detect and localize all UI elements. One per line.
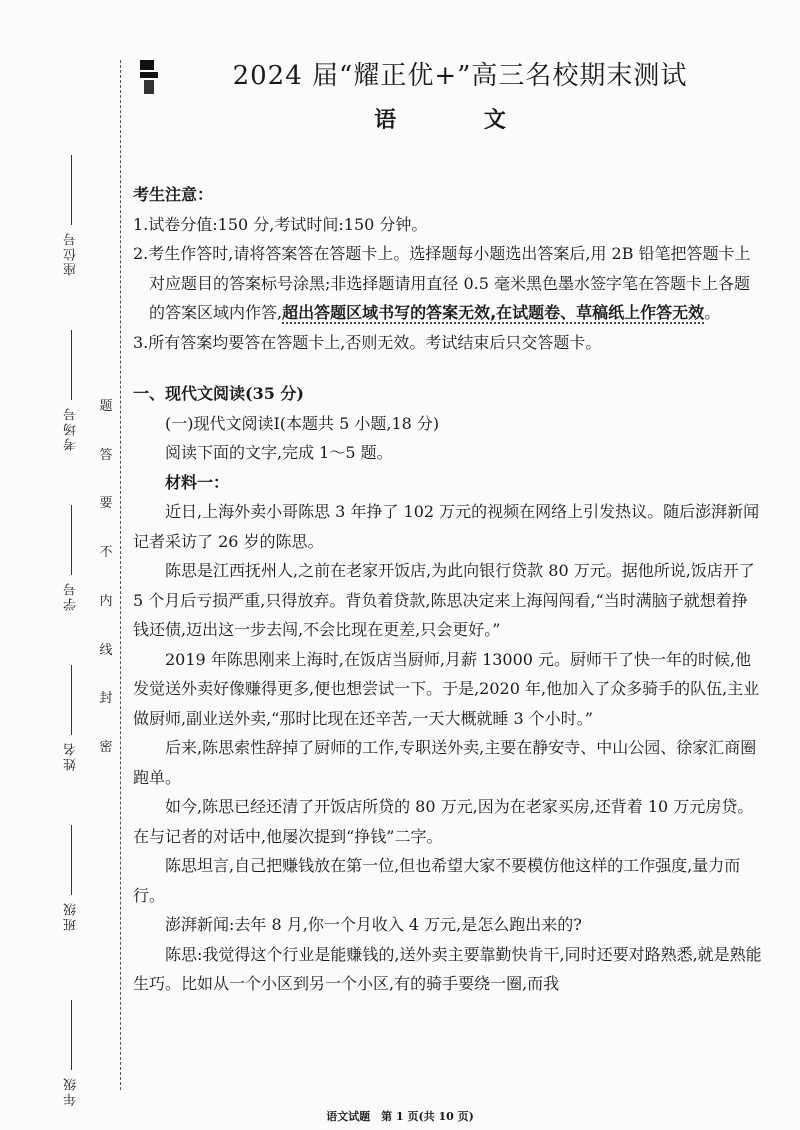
grade-label: 年级 <box>64 1076 79 1106</box>
notice-item-1: 1.试卷分值:150 分,考试时间:150 分钟。 <box>133 214 428 234</box>
notice-item-2-text: 2.考生作答时,请将答案答在答题卡上。选择题每小题选出答案后,用 2B 铅笔把答题卡上对应题目的答案标号涂黑;非选择题请用直径 0.5 毫米黑色墨水签字笔在答题卡上各题的答案区域内作答, <box>133 244 751 322</box>
notice-heading: 考生注意： <box>133 185 214 204</box>
seal-char: 密 <box>99 739 113 755</box>
material-label: 材料一： <box>165 472 230 492</box>
cut-line <box>120 60 121 1090</box>
passage-paragraph: 陈思坦言,自己把赚钱放在第一位,但也希望大家不要模仿他这样的工作强度,量力而行。 <box>133 856 741 905</box>
notice-item-2-emphasis: 超出答题区域书写的答案无效,在试题卷、草稿纸上作答无效 <box>282 303 705 322</box>
notice-item-3: 3.所有答案均要答在答题卡上,否则无效。考试结束后只交答题卡。 <box>133 332 602 352</box>
exam-room-label: 考场号 <box>64 406 79 451</box>
passage-paragraph: 如今,陈思已经还清了开饭店所贷的 80 万元,因为在老家买房,还背着 10 万元房贷。在与记者的对话中,他屡次提到“挣钱”二字。 <box>133 797 754 846</box>
corner-mark-icon <box>138 58 160 98</box>
grade-field <box>62 1000 81 1106</box>
seat-number-label: 座位号 <box>64 231 79 276</box>
class-label: 班级 <box>64 901 79 931</box>
seal-char: 答 <box>99 447 113 463</box>
passage-paragraph: 陈思:我觉得这个行业是能赚钱的,送外卖主要靠勤快肯干,同时还要对路熟悉,就是熟能生巧。比如从一个小区到另一个小区,有的骑手要绕一圈,而我 <box>133 944 762 993</box>
subsection-heading: (一)现代文阅读Ⅰ(本题共 5 小题,18 分) <box>165 413 440 433</box>
student-id-field <box>62 505 81 611</box>
page-content <box>133 180 763 999</box>
seal-line-text <box>98 395 114 755</box>
reading-instruction: 阅读下面的文字,完成 1～5 题。 <box>165 443 393 462</box>
exam-room-field <box>62 330 81 451</box>
seal-char: 内 <box>99 593 113 609</box>
class-field <box>62 825 81 931</box>
seal-char: 题 <box>99 399 113 414</box>
seal-char: 封 <box>99 691 113 707</box>
notice-item-2 <box>133 239 763 328</box>
exam-title: 2024 届“耀正优+”高三名校期末测试 <box>232 61 688 91</box>
notice-item-2-end: 。 <box>704 303 721 322</box>
binding-margin <box>0 0 130 1130</box>
passage-paragraph: 后来,陈思索性辞掉了厨师的工作,专职送外卖,主要在静安寺、中山公园、徐家汇商圈跑单。 <box>133 738 757 787</box>
student-id-label: 学号 <box>64 581 79 611</box>
passage-paragraph: 2019 年陈思刚来上海时,在饭店当厨师,月薪 13000 元。厨师干了快一年的时候,他发觉送外卖好像赚得更多,便也想尝试一下。于是,2020 年,他加入了众多骑手的队伍,主业做厨师,副业送外卖,“那时比现在还辛苦,一天大概就睡 3 个小时。” <box>133 649 760 728</box>
section-heading: 一、现代文阅读(35 分) <box>133 384 304 403</box>
seal-char: 不 <box>99 545 113 561</box>
seat-number-field <box>62 155 81 276</box>
seal-char: 线 <box>99 642 113 658</box>
subject-title: 语 文 <box>374 107 546 133</box>
seal-char: 要 <box>99 496 113 512</box>
passage-paragraph: 澎湃新闻:去年 8 月,你一个月收入 4 万元,是怎么跑出来的? <box>165 915 582 934</box>
name-field <box>62 665 81 771</box>
name-label: 姓名 <box>64 741 79 771</box>
passage-paragraph: 近日,上海外卖小哥陈思 3 年挣了 102 万元的视频在网络上引发热议。随后澎湃新闻记者采访了 26 岁的陈思。 <box>133 502 760 551</box>
passage-paragraph: 陈思是江西抚州人,之前在老家开饭店,为此向银行贷款 80 万元。据他所说,饭店开了 5 个月后亏损严重,只得放弃。背负着贷款,陈思决定来上海闯闯看,“当时满脑子就想着挣钱还债,迈出这一步去闯,不会比现在更差,只会更好。” <box>133 561 755 639</box>
page-footer: 语文试题 第 1 页(共 10 页) <box>326 1110 474 1123</box>
